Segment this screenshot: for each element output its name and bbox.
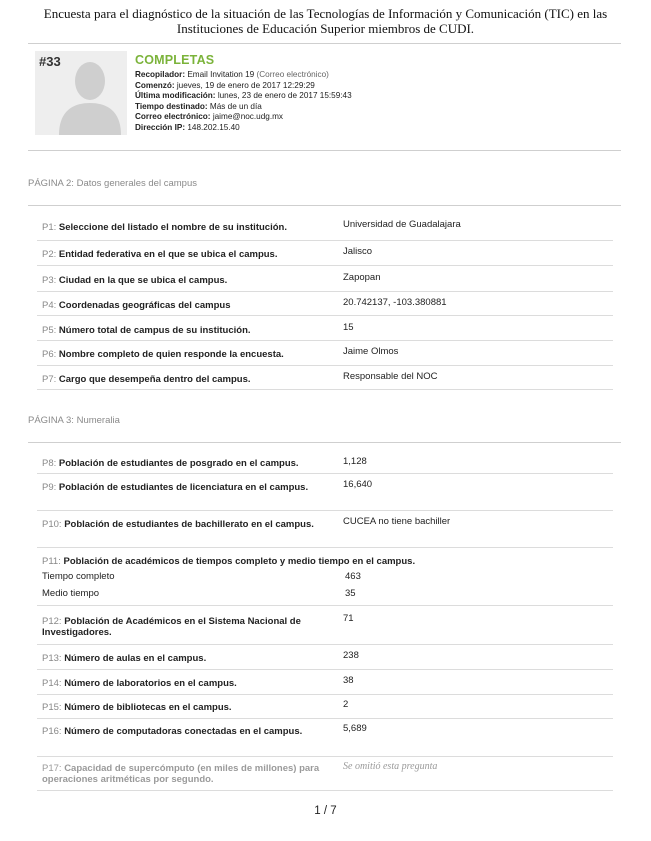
sub-row-value: 35 [345, 588, 356, 599]
time-line [135, 102, 352, 113]
page-3-title: Numeralia [76, 415, 120, 426]
question-row-p16 [37, 719, 613, 757]
answer-value: Jaime Olmos [343, 346, 399, 357]
question-row-p1 [37, 215, 613, 241]
modified-line [135, 91, 352, 102]
divider [28, 442, 621, 443]
answer-value: 38 [343, 675, 354, 686]
question-row-p4 [37, 292, 613, 316]
question-label: P12: Población de Académicos en el Sistema Nacional de Investigadores. [42, 616, 301, 638]
collector-type: (Correo electrónico) [256, 70, 329, 79]
collector-label: Recopilador: [135, 70, 186, 79]
question-row-p13 [37, 645, 613, 670]
answer-value: Zapopan [343, 272, 381, 283]
question-label: P13: Número de aulas en el campus. [42, 653, 207, 664]
question-row-p6 [37, 341, 613, 366]
question-label: P17: Capacidad de supercómputo (en miles de millones) para operaciones aritméticas por segundo. [42, 763, 320, 785]
question-label: P8: Población de estudiantes de posgrado en el campus. [42, 458, 299, 469]
page-3-heading [28, 415, 120, 426]
question-row-p10 [37, 511, 613, 548]
ip-value: 148.202.15.40 [187, 122, 240, 132]
question-label: P6: Nombre completo de quien responde la encuesta. [42, 349, 284, 360]
sub-row-value: 463 [345, 571, 361, 582]
page-2-prefix: PÁGINA 2: [28, 178, 74, 189]
ip-line [135, 123, 352, 134]
page-2-heading [28, 178, 197, 189]
question-label: P11: Población de académicos de tiempos completo y medio tiempo en el campus. [42, 556, 416, 567]
question-label: P3: Ciudad en la que se ubica el campus. [42, 275, 228, 286]
question-row-p5 [37, 316, 613, 341]
skipped-note: Se omitió esta pregunta [343, 761, 438, 772]
email-line [135, 112, 352, 123]
question-row-p7 [37, 366, 613, 390]
question-row-p8 [37, 451, 613, 474]
question-label: P7: Cargo que desempeña dentro del campus. [42, 374, 251, 385]
answer-value: 2 [343, 699, 349, 710]
question-row-p3 [37, 266, 613, 292]
divider [28, 150, 621, 151]
modified-label: Última modificación: [135, 91, 216, 101]
divider [28, 205, 621, 206]
divider [28, 43, 621, 44]
ip-label: Dirección IP: [135, 122, 186, 132]
question-label: P5: Número total de campus de su institución. [42, 325, 251, 336]
modified-value: lunes, 23 de enero de 2017 15:59:43 [217, 91, 352, 101]
answer-value: Universidad de Guadalajara [343, 219, 461, 230]
question-label: P16: Número de computadoras conectadas en el campus. [42, 726, 303, 737]
answer-value: 1,128 [343, 456, 367, 467]
time-label: Tiempo destinado: [135, 101, 208, 111]
page-2-title: Datos generales del campus [76, 178, 197, 189]
started-label: Comenzó: [135, 80, 175, 90]
question-row-p12 [37, 606, 613, 645]
answer-value: 5,689 [343, 723, 367, 734]
email-label: Correo electrónico: [135, 112, 211, 122]
started-value: jueves, 19 de enero de 2017 12:29:29 [176, 80, 315, 90]
question-label: P2: Entidad federativa en el que se ubica el campus. [42, 249, 278, 260]
email-value: jaime@noc.udg.mx [212, 112, 284, 122]
sub-row-label: Medio tiempo [42, 588, 100, 599]
question-row-p2 [37, 241, 613, 266]
answer-value: 16,640 [343, 479, 373, 490]
time-value: Más de un día [209, 101, 262, 111]
answer-value: 238 [343, 650, 359, 661]
question-row-p14 [37, 670, 613, 695]
collector-value: Email Invitation 19 [187, 70, 255, 79]
started-line [135, 81, 352, 92]
sub-row-label: Tiempo completo [42, 571, 115, 582]
question-label: P4: Coordenadas geográficas del campus [42, 300, 231, 311]
answer-value: 15 [343, 322, 354, 333]
response-metadata [135, 70, 352, 134]
question-label: P1: Seleccione del listado el nombre de su institución. [42, 222, 287, 233]
question-row-p9 [37, 474, 613, 511]
document-title: Encuesta para el diagnóstico de la situación de las Tecnologías de Información y Comunicación (TIC) en las Instituciones de Educación Superior miembros de CUDI. [43, 6, 608, 36]
question-label: P15: Número de bibliotecas en el campus. [42, 702, 232, 713]
page-3-prefix: PÁGINA 3: [28, 415, 74, 426]
answer-value: CUCEA no tiene bachiller [343, 516, 451, 527]
answer-value: Responsable del NOC [343, 371, 438, 382]
question-row-p17 [37, 757, 613, 791]
response-number: #33 [39, 54, 61, 69]
status-badge: COMPLETAS [135, 53, 215, 67]
answer-value: 20.742137, -103.380881 [343, 297, 447, 308]
question-label: P10: Población de estudiantes de bachillerato en el campus. [42, 519, 314, 530]
question-label: P14: Número de laboratorios en el campus. [42, 678, 237, 689]
answer-value: 71 [343, 613, 354, 624]
answer-value: Jalisco [343, 246, 373, 257]
collector-line [135, 70, 352, 81]
question-row-p11 [37, 548, 613, 606]
page-indicator: 1 / 7 [314, 805, 337, 817]
question-row-p15 [37, 695, 613, 719]
question-label: P9: Población de estudiantes de licenciatura en el campus. [42, 482, 309, 493]
